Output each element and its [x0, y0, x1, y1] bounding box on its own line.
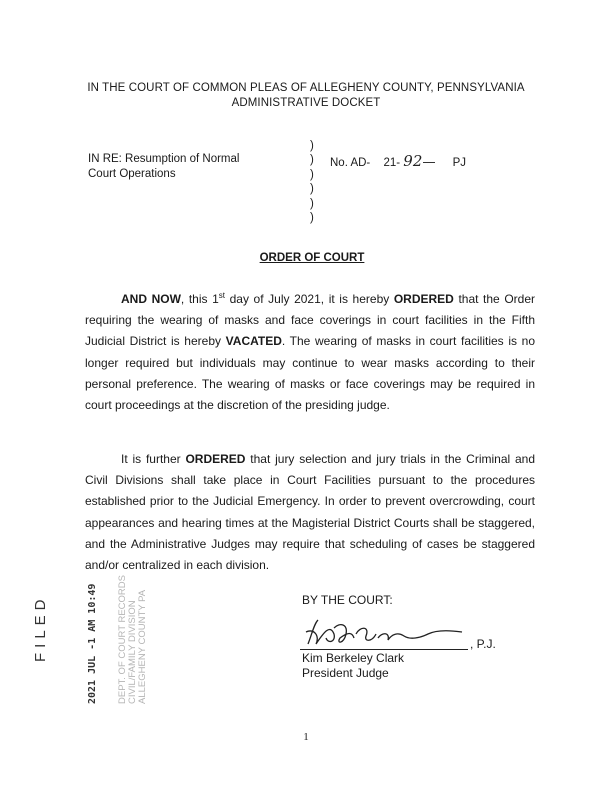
docket-prefix: No. AD-	[330, 157, 371, 169]
caption-parentheses: ) ) ) ) ) )	[310, 140, 314, 225]
ordinal-suffix: st	[218, 291, 226, 300]
by-the-court: BY THE COURT:	[302, 593, 393, 607]
court-header	[0, 81, 612, 110]
paragraph-1-text-c: that the Order requiring the wearing of masks and face coverings in court facilities in the Fifth Judicial District is hereby	[85, 292, 535, 349]
docket-dash	[423, 162, 435, 163]
paragraph-1	[85, 289, 535, 416]
paragraph-2-text-b: that jury selection and jury trials in the Criminal and Civil Divisions shall take place in Court Facilities pursuant to the procedures established prior to the Judicial Emergency. In order to prevent overcrowding, court appearances and hearing times at the Magisterial District Courts shall be staggered, and the Administrative Judges may require that scheduling of cases be staggered and/or centralized in each division.	[85, 452, 535, 573]
lead-phrase: AND NOW	[121, 292, 181, 306]
vacated-term: VACATED	[225, 334, 282, 349]
caption-line-2: Court Operations	[88, 168, 176, 180]
filed-datetime: 2021 JUL -1 AM 10:49	[87, 583, 98, 704]
dept-line-3: ALLEGHENY COUNTY PA	[137, 589, 148, 704]
docket-suffix: PJ	[452, 157, 467, 169]
docket-year: 21-	[383, 157, 401, 169]
ordered-term: ORDERED	[393, 292, 454, 306]
judge-name: Kim Berkeley Clark	[302, 651, 405, 665]
paragraph-1-text-b: day of July 2021, it is hereby	[225, 292, 394, 306]
signature-line	[300, 649, 468, 650]
paragraph-2-text-a: It is further	[121, 452, 186, 466]
judge-title: President Judge	[302, 666, 389, 680]
dept-line-1: DEPT. OF COURT RECORDS	[117, 575, 128, 704]
court-name: IN THE COURT OF COMMON PLEAS OF ALLEGHENY COUNTY, PENNSYLVANIA	[87, 82, 525, 94]
docket-type: ADMINISTRATIVE DOCKET	[231, 96, 381, 109]
filed-stamp: FILED	[32, 594, 49, 662]
caption-line-1: IN RE: Resumption of Normal	[88, 153, 240, 165]
dept-stamp	[118, 575, 148, 704]
order-title: ORDER OF COURT	[259, 252, 365, 264]
dept-line-2: CIVIL/FAMILY DIVISION	[127, 600, 138, 704]
paragraph-1-text-a: , this 1	[180, 292, 219, 306]
judge-signature	[300, 614, 470, 650]
paragraph-1-text-d: . The wearing of masks in court facilities is no longer required but individuals may continue to wear masks according to their personal preference. The wearing of masks or face coverings may be required in court proceedings at the discretion of the presiding judge.	[85, 334, 536, 413]
pj-designation: , P.J.	[470, 637, 496, 651]
docket-number	[330, 152, 466, 170]
caption-in-re	[88, 152, 239, 182]
page-number: 1	[303, 731, 309, 743]
judge-block	[302, 651, 404, 681]
paragraph-2	[85, 449, 535, 576]
ordered-term-2: ORDERED	[185, 452, 246, 466]
docket-handwritten-number: 92	[403, 152, 423, 170]
